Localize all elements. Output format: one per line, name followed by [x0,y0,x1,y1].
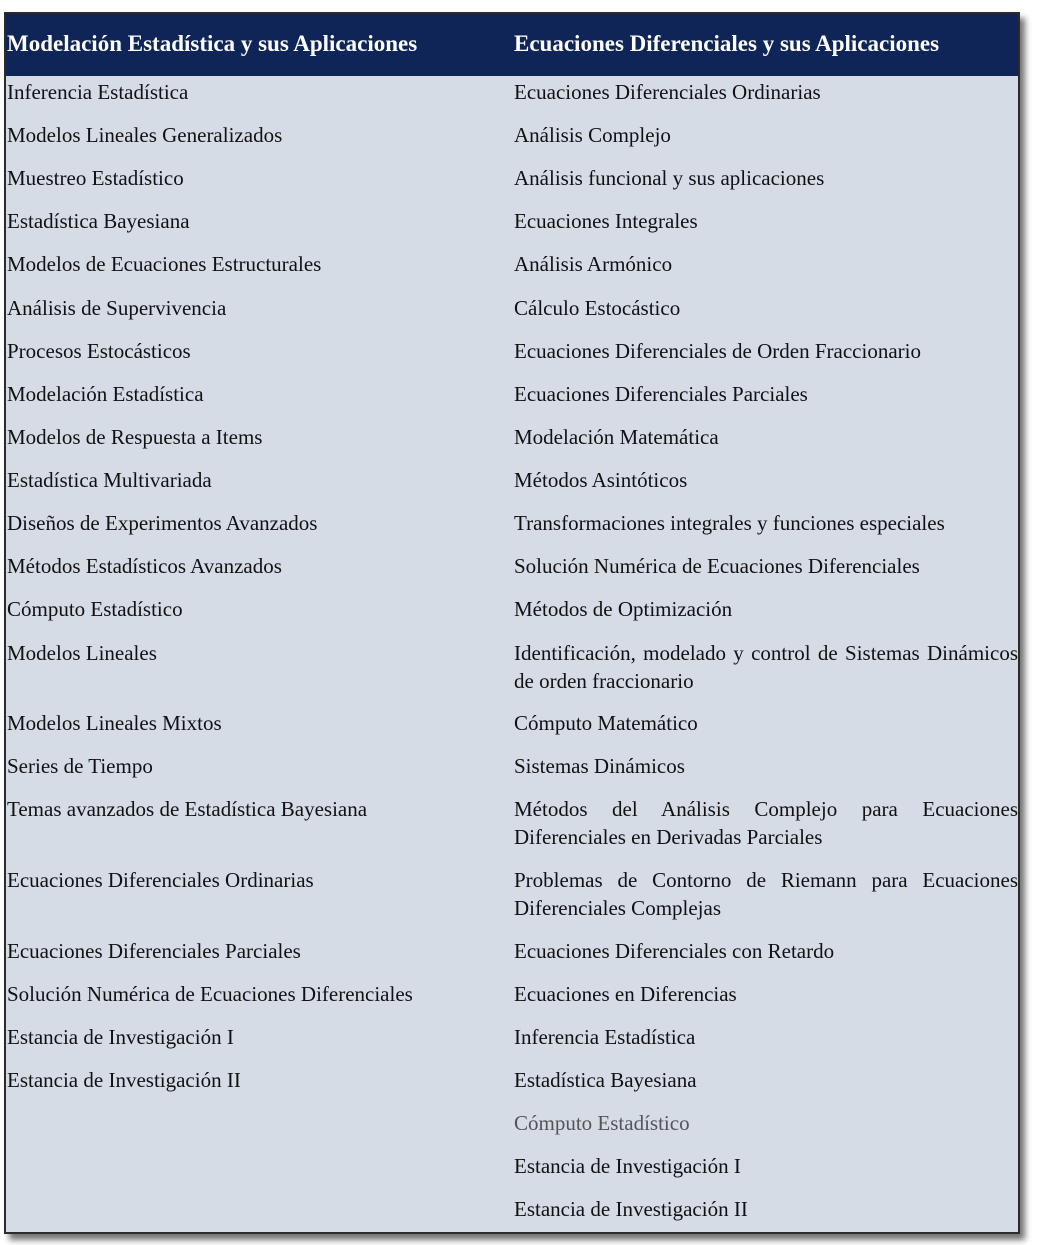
right-item: Ecuaciones en Diferencias [514,982,737,1006]
courses-table [4,12,1020,1234]
right-item: Métodos del Análisis Complejo para Ecuaciones Diferenciales en Derivadas Parciales [514,797,1018,849]
right-item: Ecuaciones Diferenciales Parciales [514,382,808,406]
left-item: Series de Tiempo [7,754,153,778]
right-item: Cómputo Matemático [514,711,698,735]
right-item: Métodos Asintóticos [514,468,688,492]
right-item: Ecuaciones Diferenciales con Retardo [514,939,835,963]
left-item: Temas avanzados de Estadística Bayesiana [7,797,368,821]
right-item: Análisis funcional y sus aplicaciones [514,166,825,190]
right-item: Estancia de Investigación I [514,1154,741,1178]
right-item: Análisis Complejo [514,123,671,147]
left-item: Muestreo Estadístico [7,166,184,190]
left-item: Estadística Bayesiana [7,209,190,233]
right-item: Cálculo Estocástico [514,296,681,320]
right-item: Análisis Armónico [514,252,673,276]
left-item: Estadística Multivariada [7,468,212,492]
left-item: Solución Numérica de Ecuaciones Diferenciales [7,982,413,1006]
right-item: Problemas de Contorno de Riemann para Ecuaciones Diferenciales Complejas [514,868,1018,920]
left-item: Estancia de Investigación II [7,1068,241,1092]
left-item: Modelación Estadística [7,382,204,406]
left-item: Modelos de Ecuaciones Estructurales [7,252,322,276]
right-item: Cómputo Estadístico [514,1111,690,1135]
right-item: Métodos de Optimización [514,597,733,621]
table-header [6,14,1018,76]
header-right: Ecuaciones Diferenciales y sus Aplicaciones [514,31,940,56]
right-item: Estadística Bayesiana [514,1068,697,1092]
left-item: Modelos de Respuesta a Items [7,425,263,449]
right-item: Solución Numérica de Ecuaciones Diferenciales [514,554,920,578]
right-item: Ecuaciones Diferenciales Ordinarias [514,80,821,104]
left-item: Ecuaciones Diferenciales Parciales [7,939,301,963]
left-item: Estancia de Investigación I [7,1025,234,1049]
left-item: Modelos Lineales Mixtos [7,711,222,735]
right-item: Identificación, modelado y control de Sistemas Dinámicos de orden fraccionario [514,641,1018,693]
header-left: Modelación Estadística y sus Aplicaciones [7,31,418,56]
left-item: Cómputo Estadístico [7,597,183,621]
right-item: Sistemas Dinámicos [514,754,685,778]
right-item: Ecuaciones Diferenciales de Orden Fraccionario [514,339,921,363]
left-item: Ecuaciones Diferenciales Ordinarias [7,868,314,892]
right-item: Ecuaciones Integrales [514,209,698,233]
left-item: Procesos Estocásticos [7,339,191,363]
left-item: Análisis de Supervivencia [7,296,227,320]
left-item: Métodos Estadísticos Avanzados [7,554,282,578]
left-item: Inferencia Estadística [7,80,189,104]
left-item: Modelos Lineales [7,641,157,665]
left-item: Diseños de Experimentos Avanzados [7,511,318,535]
right-item: Estancia de Investigación II [514,1197,748,1221]
left-item: Modelos Lineales Generalizados [7,123,283,147]
right-item: Transformaciones integrales y funciones especiales [514,511,945,535]
right-item: Inferencia Estadística [514,1025,696,1049]
right-item: Modelación Matemática [514,425,719,449]
